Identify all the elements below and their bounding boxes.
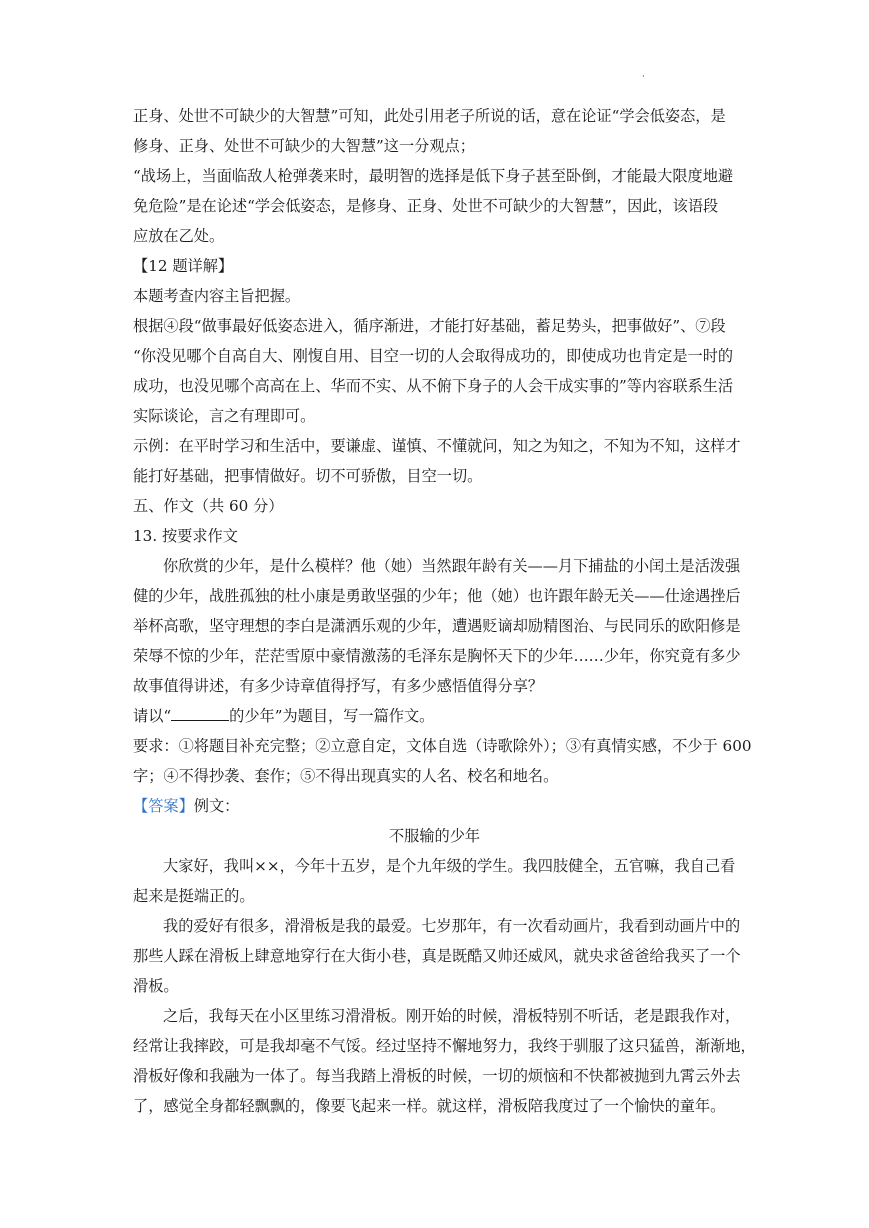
text-line: “你没见哪个自高自大、刚愎自用、目空一切的人会取得成功的，即使成功也肯定是一时的 bbox=[133, 347, 734, 365]
title-blank bbox=[171, 707, 229, 721]
text-line: 能打好基础，把事情做好。切不可骄傲，目空一切。 bbox=[133, 467, 483, 485]
prompt-suffix: 的少年”为题目，写一篇作文。 bbox=[229, 707, 435, 725]
text-line: 举杯高歌，坚守理想的李白是潇洒乐观的少年，遭遇贬谪却励精图治、与民同乐的欧阳修是 bbox=[133, 617, 741, 635]
essay-line: 了，感觉全身都轻飘飘的，像要飞起来一样。就这样，滑板陪我度过了一个愉快的童年。 bbox=[133, 1097, 726, 1115]
text-line: 你欣赏的少年，是什么模样？他（她）当然跟年龄有关——月下捕盐的小闰土是活泼强 bbox=[163, 557, 741, 575]
header-mark: · bbox=[642, 72, 645, 82]
essay-prompt bbox=[133, 706, 434, 726]
answer-tag: 【答案】 bbox=[133, 797, 194, 815]
essay-line: 那些人踩在滑板上肆意地穿行在大街小巷，真是既酷又帅还威风，就央求爸爸给我买了一个 bbox=[133, 947, 741, 965]
essay-line: 起来是挺端正的。 bbox=[133, 887, 255, 905]
prompt-prefix: 请以“ bbox=[133, 707, 172, 725]
text-line: 应放在乙处。 bbox=[133, 227, 225, 245]
section-heading: 五、作文（共 60 分） bbox=[133, 497, 284, 515]
text-line: 健的少年，战胜孤独的杜小康是勇敢坚强的少年；他（她）也许跟年龄无关——仕途遇挫后 bbox=[133, 587, 741, 605]
text-line: 成功，也没见哪个高高在上、华而不实、从不俯下身子的人会干成实事的”等内容联系生活 bbox=[133, 377, 734, 395]
essay-line: 滑板。 bbox=[133, 977, 179, 995]
text-line: 本题考查内容主旨把握。 bbox=[133, 287, 301, 305]
answer-label: 例文： bbox=[193, 797, 240, 815]
text-line: 根据④段“做事最好低姿态进入，循序渐进，才能打好基础，蓄足势头，把事做好”、⑦段 bbox=[133, 317, 726, 335]
essay-title: 不服输的少年 bbox=[388, 827, 481, 845]
essay-line: 经常让我摔跤，可是我却毫不气馁。经过坚持不懈地努力，我终于驯服了这只猛兽，渐渐地， bbox=[133, 1037, 756, 1055]
essay-line: 滑板好像和我融为一体了。每当我踏上滑板的时候，一切的烦恼和不快都被抛到九霄云外去 bbox=[133, 1067, 741, 1085]
requirements-line: 要求：①将题目补充完整；②立意自定，文体自选（诗歌除外）；③有真情实感，不少于 600 bbox=[133, 737, 752, 755]
essay-line: 我的爱好有很多，滑滑板是我的最爱。七岁那年，有一次看动画片，我看到动画片中的 bbox=[163, 917, 741, 935]
essay-line: 大家好，我叫××，今年十五岁，是个九年级的学生。我四肢健全，五官嘛，我自己看 bbox=[163, 857, 736, 875]
text-line: 免危险”是在论述“学会低姿态，是修身、正身、处世不可缺少的大智慧”，因此，该语段 bbox=[133, 197, 719, 215]
text-line: “战场上，当面临敌人枪弹袭来时，最明智的选择是低下身子甚至卧倒，才能最大限度地避 bbox=[133, 167, 734, 185]
text-line: 修身、正身、处世不可缺少的大智慧”这一分观点； bbox=[133, 137, 475, 155]
question-title: 13. 按要求作文 bbox=[133, 527, 238, 545]
section-heading: 【12 题详解】 bbox=[133, 257, 234, 275]
text-line: 实际谈论，言之有理即可。 bbox=[133, 407, 316, 425]
essay-line: 之后，我每天在小区里练习滑滑板。刚开始的时候，滑板特别不听话，老是跟我作对， bbox=[163, 1007, 741, 1025]
requirements-line: 字；④不得抄袭、套作；⑤不得出现真实的人名、校名和地名。 bbox=[133, 767, 559, 785]
text-line: 正身、处世不可缺少的大智慧”可知，此处引用老子所说的话，意在论证“学会低姿态，是 bbox=[133, 107, 726, 125]
text-line: 荣辱不惊的少年，茫茫雪原中豪情激荡的毛泽东是胸怀天下的少年……少年，你究竟有多少 bbox=[133, 647, 741, 665]
text-line: 故事值得讲述，有多少诗章值得抒写，有多少感悟值得分享？ bbox=[133, 677, 544, 695]
answer-line bbox=[133, 796, 239, 816]
text-line: 示例：在平时学习和生活中，要谦虚、谨慎、不懂就问，知之为知之，不知为不知，这样才 bbox=[133, 437, 741, 455]
